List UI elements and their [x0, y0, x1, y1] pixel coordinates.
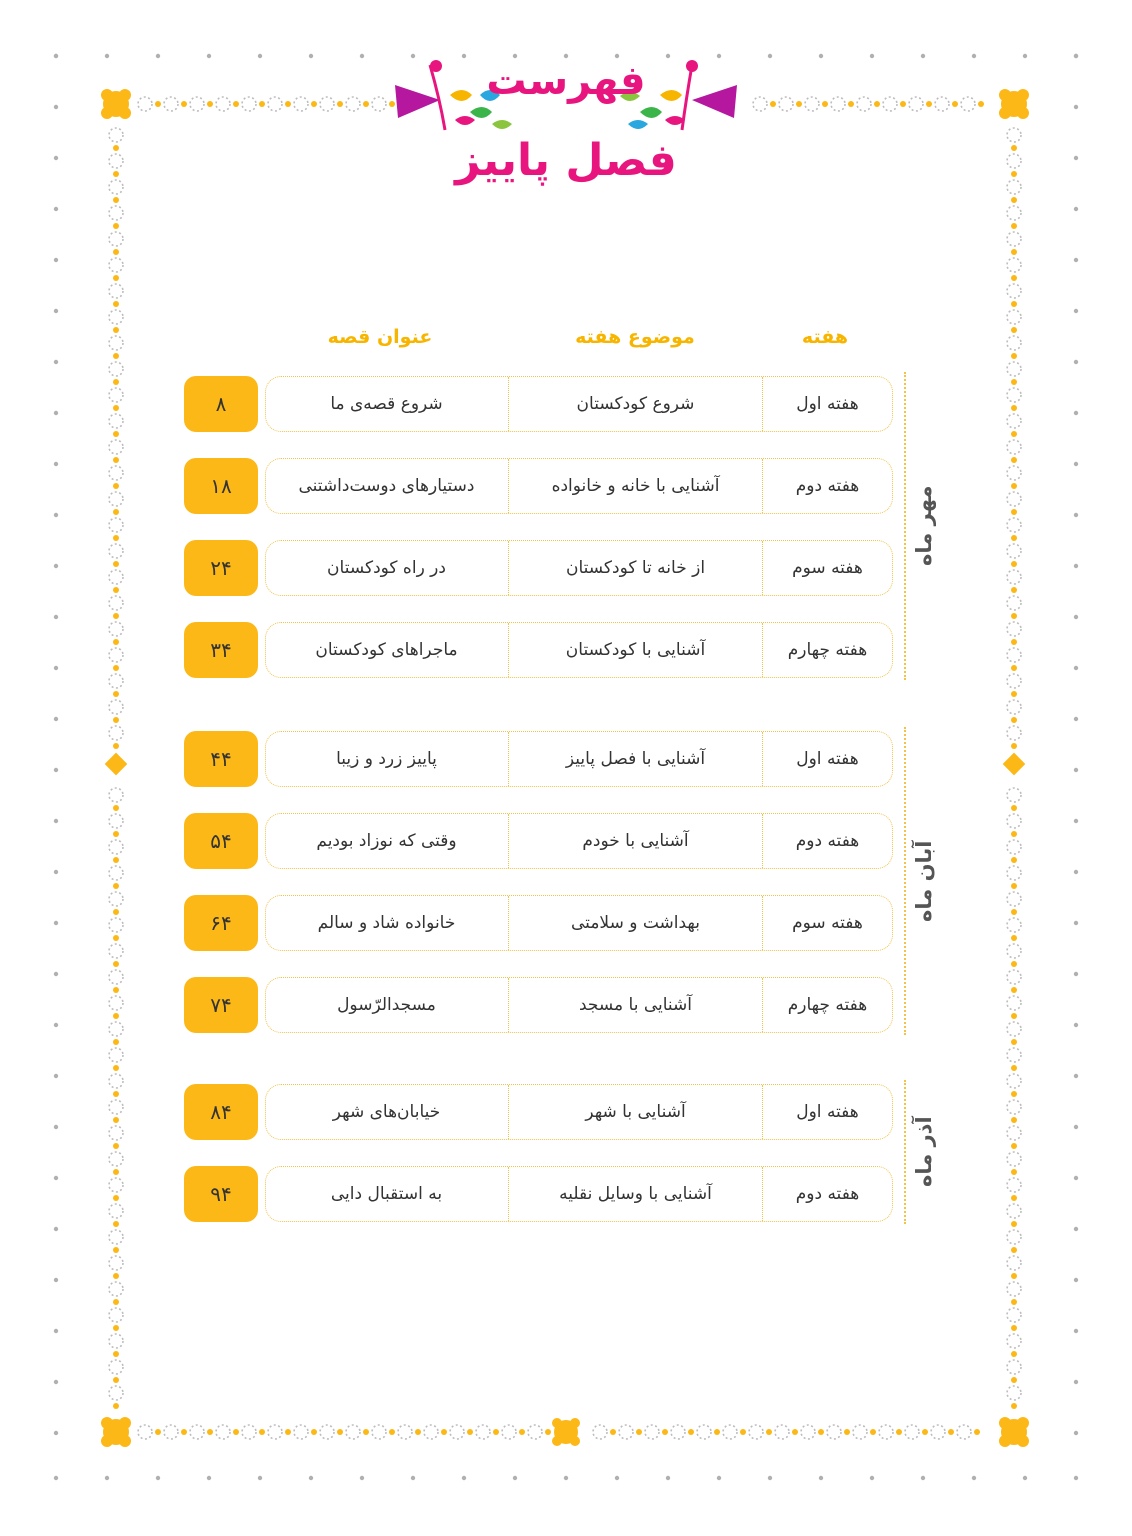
page-number-badge[interactable]: ۳۴ [184, 622, 258, 678]
story-title: به استقبال دایی [330, 1184, 443, 1204]
page-number-badge[interactable]: ۸ [184, 376, 258, 432]
toc-row-box [265, 977, 893, 1033]
bottom-center-flower [552, 1418, 580, 1446]
week-topic: بهداشت و سلامتی [508, 896, 763, 950]
story-title: خانواده شاد و سالم [317, 913, 456, 933]
toc-row-box [265, 1084, 893, 1140]
page-title: فهرست [486, 58, 646, 104]
page-number-badge[interactable]: ۸۴ [184, 1084, 258, 1140]
story-title: وقتی که نوزاد بودیم [316, 831, 457, 851]
week-label: هفته دوم [795, 476, 860, 496]
story-title: پاییز زرد و زیبا [336, 749, 437, 769]
header-topic: موضوع هفته [575, 326, 695, 348]
page-number-badge[interactable]: ۵۴ [184, 813, 258, 869]
month-label: مهر ماه [912, 485, 936, 567]
page-number-badge[interactable]: ۲۴ [184, 540, 258, 596]
toc-row-box [265, 458, 893, 514]
week-label: هفته چهارم [787, 640, 868, 660]
week-topic: شروع کودکستان [508, 377, 763, 431]
week-label: هفته دوم [795, 831, 860, 851]
week-label: هفته سوم [792, 913, 863, 933]
story-title: شروع قصه‌ی ما [330, 394, 443, 414]
week-topic: آشنایی با خودم [508, 814, 763, 868]
toc-row-box [265, 1166, 893, 1222]
story-title: دستیارهای دوست‌داشتنی [298, 476, 475, 496]
month-divider [904, 727, 906, 1035]
page-number-badge[interactable]: ۹۴ [184, 1166, 258, 1222]
toc-row-box [265, 813, 893, 869]
story-title: خیابان‌های شهر [332, 1102, 441, 1122]
week-label: هفته دوم [795, 1184, 860, 1204]
month-divider [904, 1080, 906, 1224]
week-topic: آشنایی با مسجد [508, 978, 763, 1032]
month-label: آبان ماه [912, 840, 936, 922]
week-label: هفته اول [796, 749, 859, 769]
corner-flower-bottom-left [101, 1417, 131, 1447]
week-label: هفته چهارم [787, 995, 868, 1015]
story-title: مسجدالرّسول [337, 995, 436, 1015]
toc-row-box [265, 731, 893, 787]
week-topic: آشنایی با وسایل نقلیه [508, 1167, 763, 1221]
page-subtitle: فصل پاییز [455, 135, 677, 186]
story-title: ماجراهای کودکستان [315, 640, 458, 660]
week-label: هفته اول [796, 1102, 859, 1122]
page-number-badge[interactable]: ۱۸ [184, 458, 258, 514]
week-label: هفته اول [796, 394, 859, 414]
week-topic: آشنایی با خانه و خانواده [508, 459, 763, 513]
month-label: آذر ماه [912, 1116, 936, 1188]
week-topic: آشنایی با شهر [508, 1085, 763, 1139]
week-topic: آشنایی با فصل پاییز [508, 732, 763, 786]
toc-row-box [265, 622, 893, 678]
week-label: هفته سوم [792, 558, 863, 578]
corner-flower-bottom-right [999, 1417, 1029, 1447]
month-divider [904, 372, 906, 680]
page-number-badge[interactable]: ۶۴ [184, 895, 258, 951]
story-title: در راه کودکستان [327, 558, 446, 578]
toc-row-box [265, 376, 893, 432]
header-story: عنوان قصه [327, 326, 433, 348]
week-topic: آشنایی با کودکستان [508, 623, 763, 677]
week-topic: از خانه تا کودکستان [508, 541, 763, 595]
page-number-badge[interactable]: ۷۴ [184, 977, 258, 1033]
header-week: هفته [801, 326, 849, 348]
toc-row-box [265, 540, 893, 596]
page-number-badge[interactable]: ۴۴ [184, 731, 258, 787]
toc-row-box [265, 895, 893, 951]
